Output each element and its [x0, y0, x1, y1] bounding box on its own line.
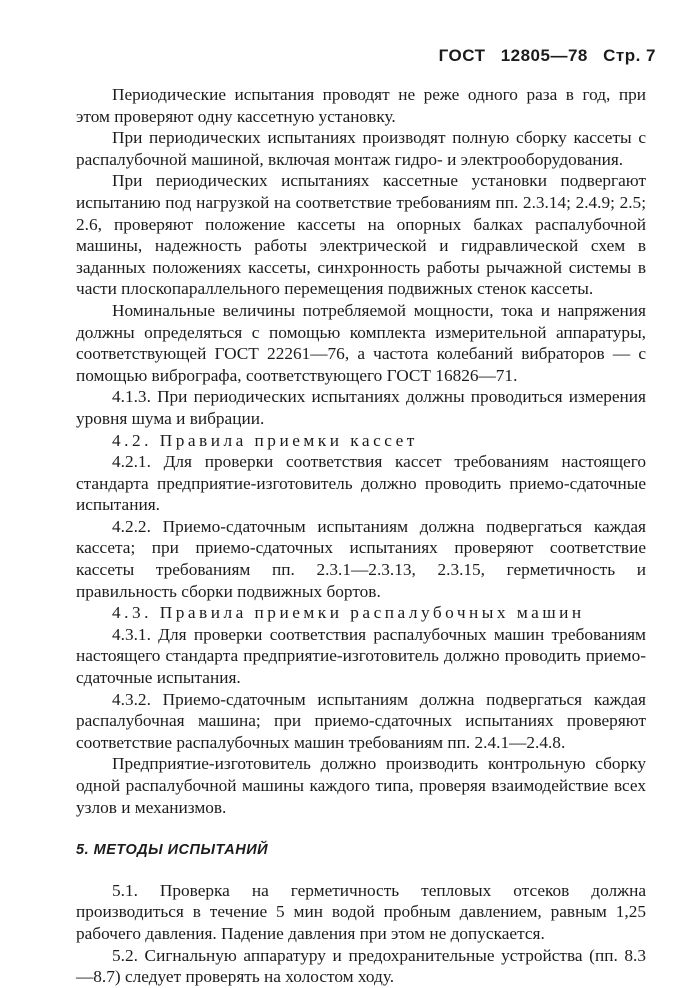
document-body: [76, 84, 646, 988]
paragraph: 4.1.3. При периодических испытаниях должны проводиться измерения уровня шума и вибрации.: [76, 387, 646, 428]
paragraph: 4.2.1. Для проверки соответствия кассет требованиям настоящего стандарта предприятие-изготовитель должно проводить приемо-сдаточные испытания.: [76, 452, 646, 515]
subsection-heading: 4.2. Правила приемки кассет: [112, 430, 418, 450]
standard-label: ГОСТ: [438, 46, 486, 65]
standard-number: 12805—78: [500, 46, 588, 65]
paragraph: 5.2. Сигнальную аппаратуру и предохранительные устройства (пп. 8.3—8.7) следует проверять на холостом ходу.: [76, 945, 646, 987]
paragraph: 4.3.1. Для проверки соответствия распалубочных машин требованиям настоящего стандарта предприятие-изготовитель должно проводить приемо-сдаточные испытания.: [76, 624, 646, 688]
paragraph: При периодических испытаниях кассетные установки подвергают испытанию под нагрузкой на соответствие требованиям пп. 2.3.14; 2.4.9; 2.5; 2.6, проверяют положение кассеты на опорных балках распалубочной машины, надежность работы электрической и гидравлической схем в заданных положениях кассеты, синхронность работы рычажной системы в части плоскопараллельного перемещения подвижных стенок кассеты.: [76, 171, 646, 299]
paragraph: 5.1. Проверка на герметичность тепловых отсеков должна производиться в течение 5 мин водой пробным давлением, равным 1,25 рабочего давления. Падение давления при этом не допускается.: [76, 880, 646, 943]
paragraph: Периодические испытания проводят не реже одного раза в год, при этом проверяют одну кассетную установку.: [76, 85, 646, 126]
paragraph: 4.3.2. Приемо-сдаточным испытаниям должна подвергаться каждая распалубочная машина; при приемо-сдаточных испытаниях проверяют соответствие распалубочных машин требованиям пп. 2.4.1—2.4.8.: [76, 689, 646, 752]
paragraph: 4.2.2. Приемо-сдаточным испытаниям должна подвергаться каждая кассета; при приемо-сдаточных испытаниях проверяют соответствие кассеты требованиям пп. 2.3.1—2.3.13, 2.3.15, герметичность и правильность сборки подвижных бортов.: [76, 516, 646, 601]
paragraph: Предприятие-изготовитель должно производить контрольную сборку одной распалубочной машины каждого типа, проверяя взаимодействие всех узлов и механизмов.: [76, 754, 646, 817]
subsection-heading: 4.3. Правила приемки распалубочных машин: [112, 603, 585, 623]
page-number: Стр. 7: [603, 46, 656, 65]
paragraph: При периодических испытаниях производят полную сборку кассеты с распалубочной машиной, включая монтаж гидро- и электрооборудования.: [76, 128, 646, 169]
paragraph: Номинальные величины потребляемой мощности, тока и напряжения должны определяться с помощью комплекта измерительной аппаратуры, соответствующей ГОСТ 22261—76, а частота колебаний вибраторов — с помощью вибрографа, соответствующего ГОСТ 16826—71.: [76, 300, 646, 385]
page-header: [429, 46, 656, 66]
section-title: 5. МЕТОДЫ ИСПЫТАНИЙ: [76, 842, 269, 859]
